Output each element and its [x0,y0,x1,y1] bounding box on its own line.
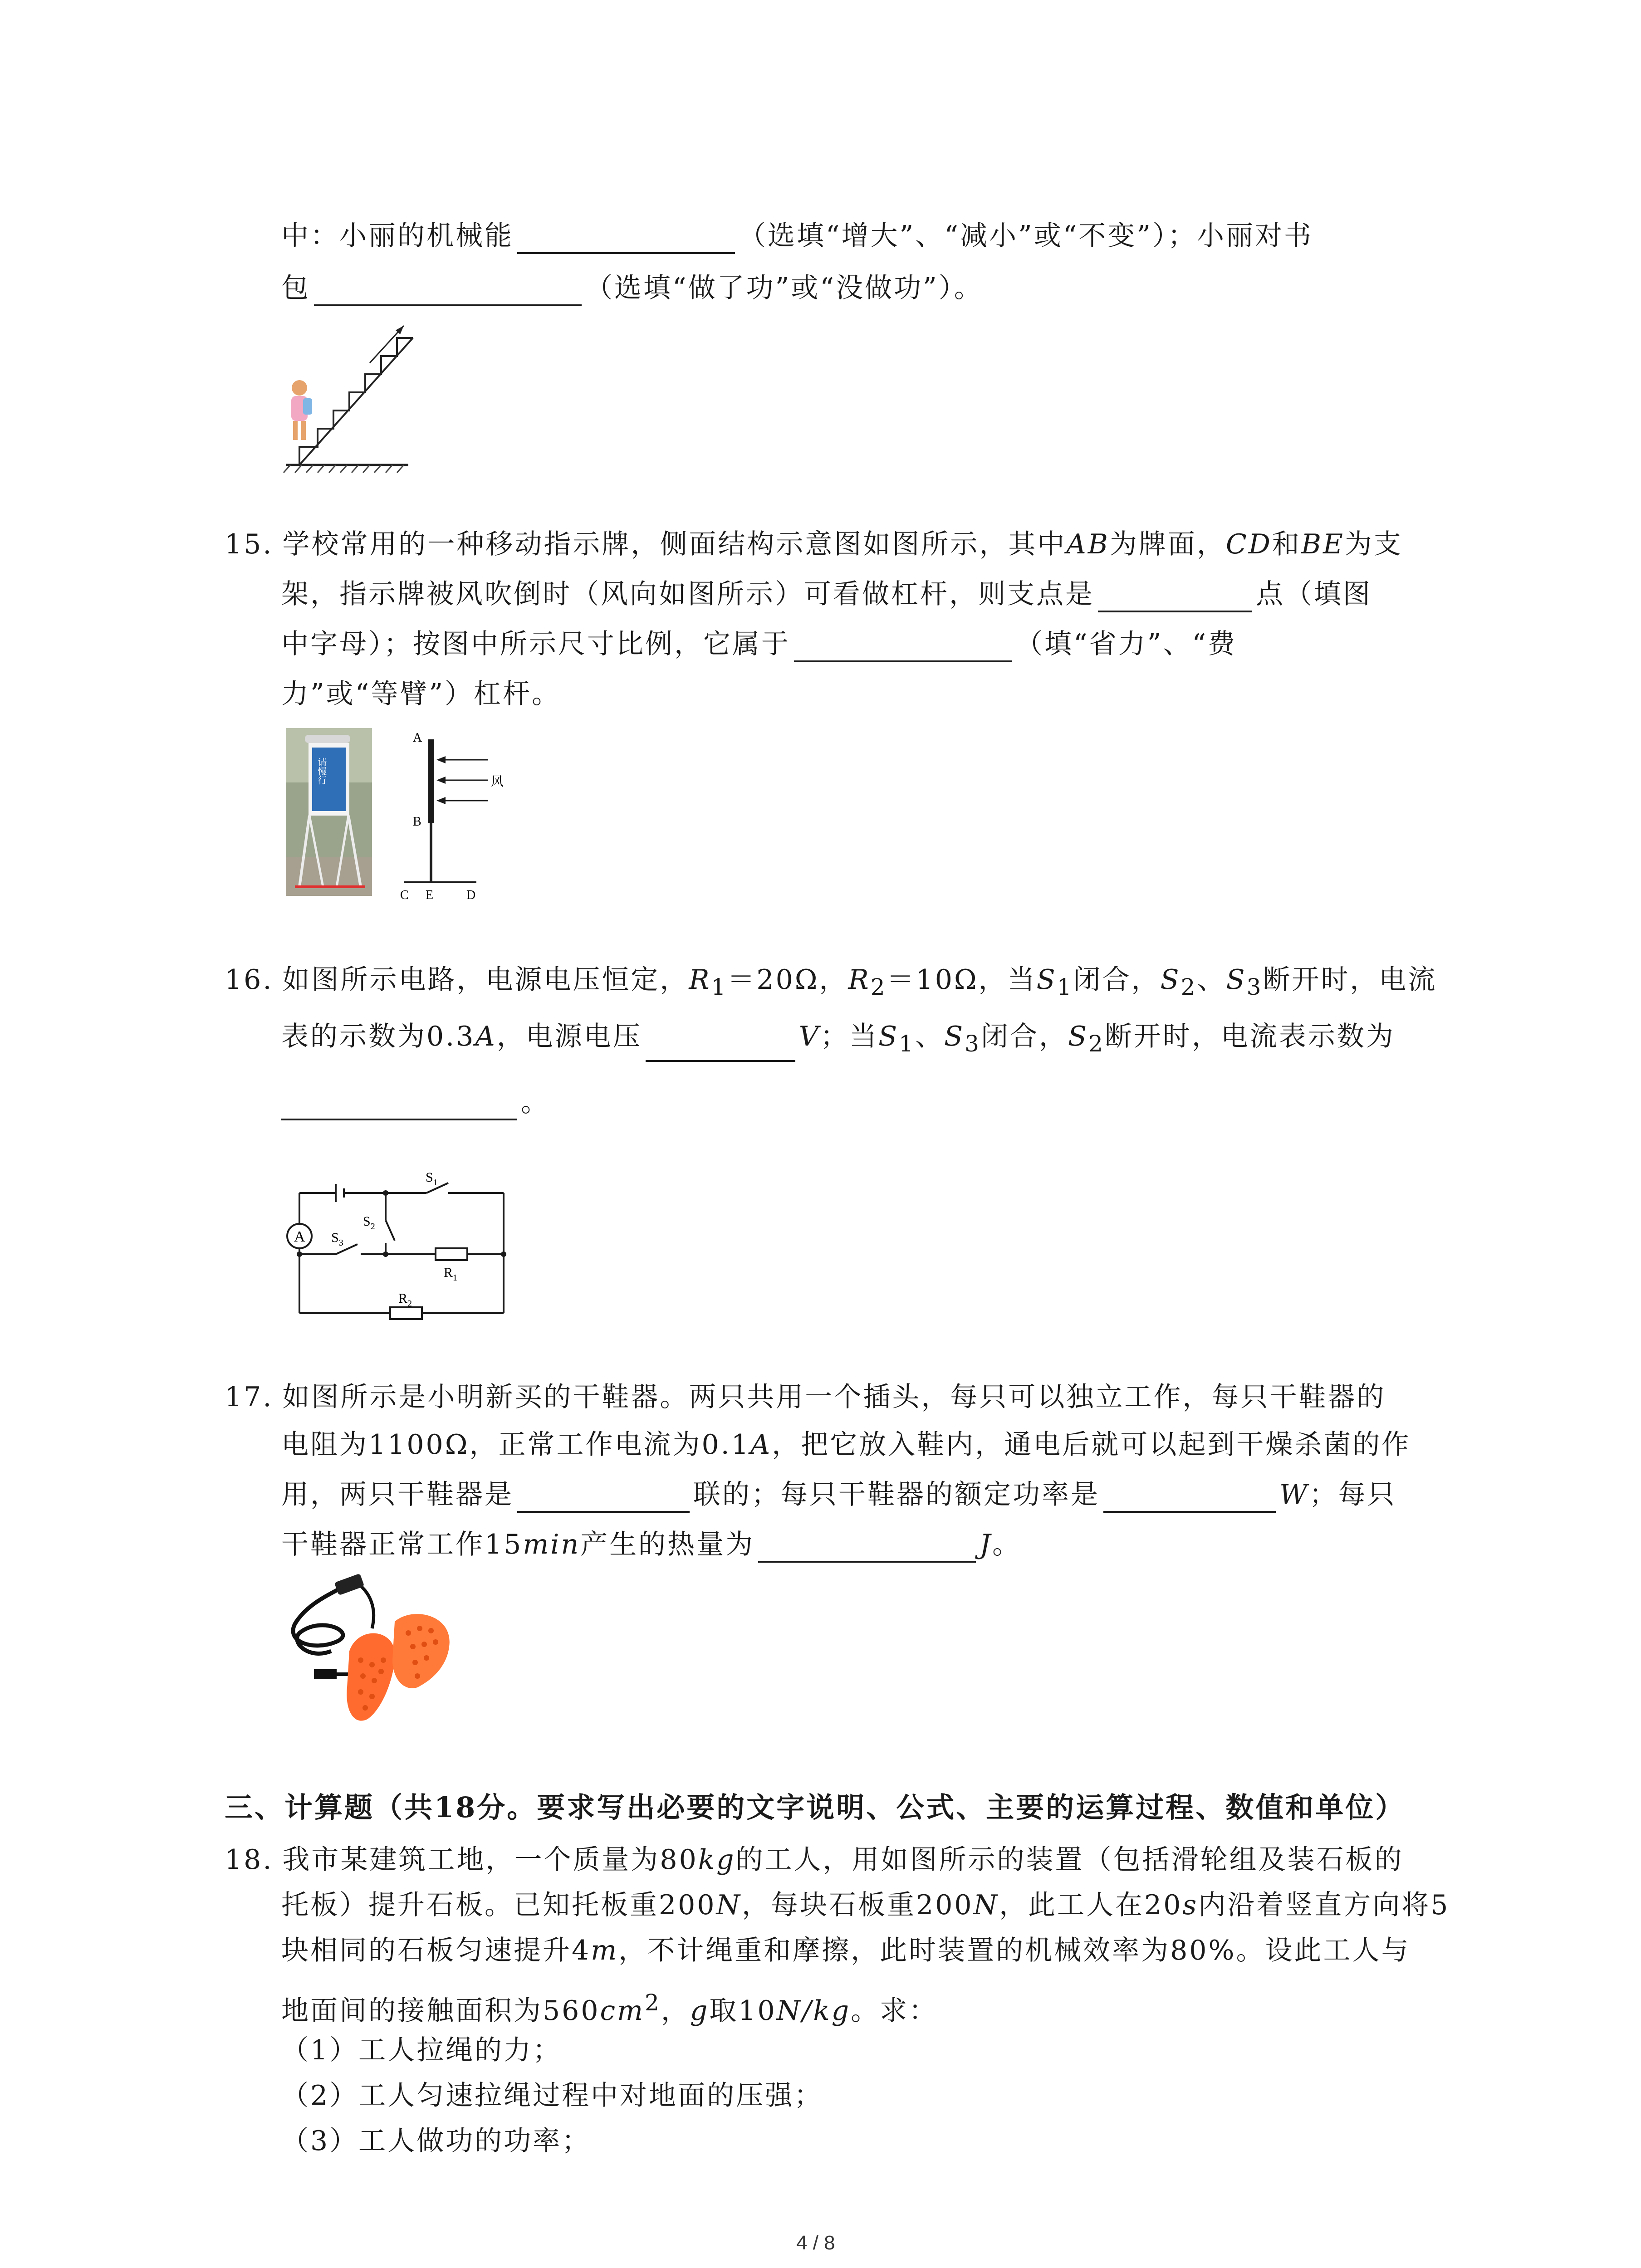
label-S2: $S_2$ [363,1214,375,1232]
answer-blank[interactable] [1103,1483,1276,1513]
label-A: A [413,731,422,745]
answer-blank[interactable] [646,1032,795,1062]
q15-line-3: 中字母）；按图中所示尺寸比例，它属于 （填“省力”、“费 [281,626,1237,662]
label-R1: $R_1$ [444,1265,458,1283]
label-S1: $S_1$ [426,1170,438,1188]
q18-line-1: 18. 我市某建筑工地，一个质量为80kg的工人，用如图所示的装置（包括滑轮组及装石板的 [225,1844,1404,1876]
answer-blank[interactable] [517,224,735,254]
shoe-dryer-photo [281,1574,508,1733]
q17-line-4: 干鞋器正常工作15min产生的热量为 J。 [281,1526,1021,1563]
label-E: E [426,888,434,902]
circuit-diagram [281,1170,517,1325]
label-S3: $S_3$ [331,1230,343,1248]
answer-blank[interactable] [517,1483,690,1513]
section-heading: 三、计算题（共18分。要求写出必要的文字说明、公式、主要的运算过程、数值和单位） [225,1791,1406,1824]
q16-line-3: 。 [281,1084,550,1120]
q17-line-3: 用，两只干鞋器是 联的；每只干鞋器的额定功率是 W；每只 [281,1476,1396,1513]
q14-line-2: 包 （选填“做了功”或“没做功”）。 [281,270,983,306]
label-C: C [400,888,409,902]
answer-blank[interactable] [758,1533,976,1563]
answer-blank[interactable] [1098,582,1252,612]
q17-line-2: 电阻为1100Ω，正常工作电流为0.1A，把它放入鞋内，通电后就可以起到干燥杀菌的作 [281,1429,1411,1461]
label-R2: $R_2$ [398,1291,412,1309]
q18-subq-1: （1）工人拉绳的力； [281,2034,562,2066]
q15-line-1: 15. 学校常用的一种移动指示牌，侧面结构示意图如图所示，其中AB为牌面，CD和BE为支 [225,528,1403,560]
q15-line-2: 架，指示牌被风吹倒时（风向如图所示）可看做杠杆，则支点是 点（填图 [281,576,1372,612]
answer-blank[interactable] [281,1090,517,1120]
stairs-figure [281,313,417,474]
q15-line-4: 力”或“等臂”）杠杆。 [281,678,561,710]
ammeter-label: A [294,1228,305,1245]
page-number: 4 / 8 [796,2232,835,2254]
q14-line-1: 中：小丽的机械能 （选填“增大”、“减小”或“不变”）；小丽对书 [281,218,1313,254]
q18-line-4: 地面间的接触面积为$560cm^2$，g取10N/kg。求： [281,1989,938,2027]
q16-line-1: 16. 如图所示电路，电源电压恒定，$R_1=20\Omega$，$R_2=10\Omega$，当$S_1$闭合，$S_2$、$S_3$断开时，电流 [225,964,1437,1000]
sign-photo-text: 请慢行 [316,758,326,785]
answer-blank[interactable] [794,632,1012,662]
label-D: D [466,888,476,902]
q16-line-2: 表的示数为0.3A，电源电压 V；当$S_1$、$S_3$闭合，$S_2$断开时，电流表示数为 [281,1018,1395,1062]
q18-line-3: 块相同的石板匀速提升4m，不计绳重和摩擦，此时装置的机械效率为80%。设此工人与 [281,1935,1411,1966]
q17-line-1: 17. 如图所示是小明新买的干鞋器。两只共用一个插头，每只可以独立工作，每只干鞋器的 [225,1381,1386,1413]
answer-blank[interactable] [314,276,582,306]
label-B: B [413,815,421,829]
label-wind: 风 [491,775,504,789]
signboard-figure [281,721,535,903]
q18-line-2: 托板）提升石板。已知托板重200N，每块石板重200N，此工人在20s内沿着竖直方向将5 [281,1889,1450,1921]
q18-subq-3: （3）工人做功的功率； [281,2125,591,2157]
q18-subq-2: （2）工人匀速拉绳过程中对地面的压强； [281,2080,823,2112]
